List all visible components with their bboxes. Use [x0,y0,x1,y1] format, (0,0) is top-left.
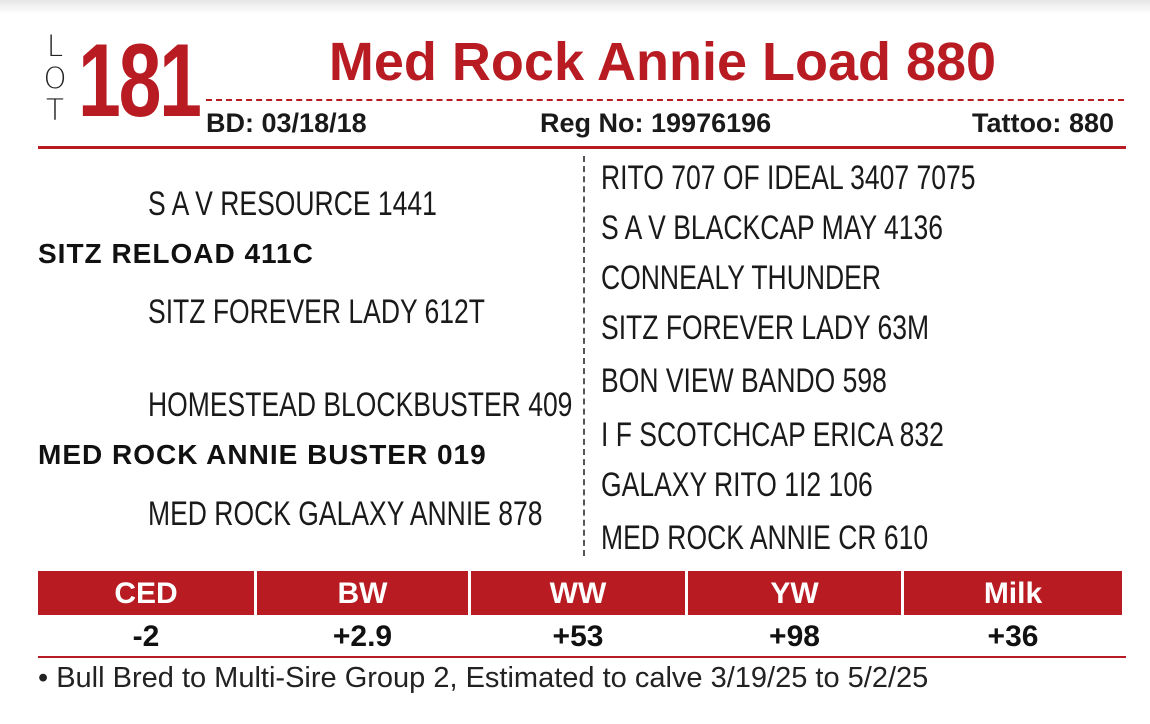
epd-value-bw: +2.9 [332,620,393,653]
header-divider [38,146,1126,149]
pedigree-great-grandparent: CONNEALY THUNDER [601,259,881,297]
epd-value-ww: +53 [552,620,604,653]
pedigree-sire: SITZ RELOAD 411C [38,238,314,269]
lot-letter: O [43,61,67,95]
epd-header-row [38,571,1122,615]
epd-value-yw: +98 [769,620,820,653]
pedigree-divider [583,156,585,556]
epd-header-ww: WW [471,571,685,615]
lot-letter: L [46,29,64,63]
lot-number: 181 [78,23,200,139]
epd-header-milk: Milk [904,571,1122,615]
pedigree-dam-dam: MED ROCK GALAXY ANNIE 878 [148,495,543,533]
top-edge-shadow [0,0,1150,14]
lot-label [40,30,70,126]
title-dashed-rule [206,99,1124,101]
registration-label: Reg No: [540,108,644,138]
pedigree-great-grandparent: S A V BLACKCAP MAY 4136 [601,209,944,247]
epd-value-ced: -2 [132,620,160,653]
birth-date-value: 03/18/18 [261,108,367,138]
breeding-note: • Bull Bred to Multi-Sire Group 2, Estimated to calve 3/19/25 to 5/2/25 [38,662,929,694]
pedigree-sire-dam: SITZ FOREVER LADY 612T [148,293,486,331]
pedigree-great-grandparent: SITZ FOREVER LADY 63M [601,309,930,347]
epd-value-milk: +36 [987,620,1039,653]
registration-number [540,106,771,140]
registration-value: 19976196 [651,108,772,138]
pedigree-great-grandparent: I F SCOTCHCAP ERICA 832 [601,416,944,454]
pedigree-sire-sire: S A V RESOURCE 1441 [148,185,437,223]
epd-header-ced: CED [38,571,254,615]
tattoo [972,106,1114,140]
pedigree-great-grandparent: BON VIEW BANDO 598 [601,362,887,400]
pedigree-great-grandparent: MED ROCK ANNIE CR 610 [601,519,929,557]
pedigree-dam-sire: HOMESTEAD BLOCKBUSTER 409 [148,386,573,424]
lot-letter: T [46,93,64,127]
pedigree-great-grandparent: RITO 707 OF IDEAL 3407 7075 [601,159,976,197]
tattoo-value: 880 [1068,108,1114,138]
epd-header-yw: YW [688,571,901,615]
epd-header-bw: BW [257,571,468,615]
birth-date-label: BD: [206,108,254,138]
pedigree-great-grandparent: GALAXY RITO 1I2 106 [601,466,873,504]
birth-date [206,106,367,140]
tattoo-label: Tattoo: [971,108,1062,138]
pedigree-dam: MED ROCK ANNIE BUSTER 019 [38,439,487,470]
animal-name: Med Rock Annie Load 880 [328,32,997,92]
